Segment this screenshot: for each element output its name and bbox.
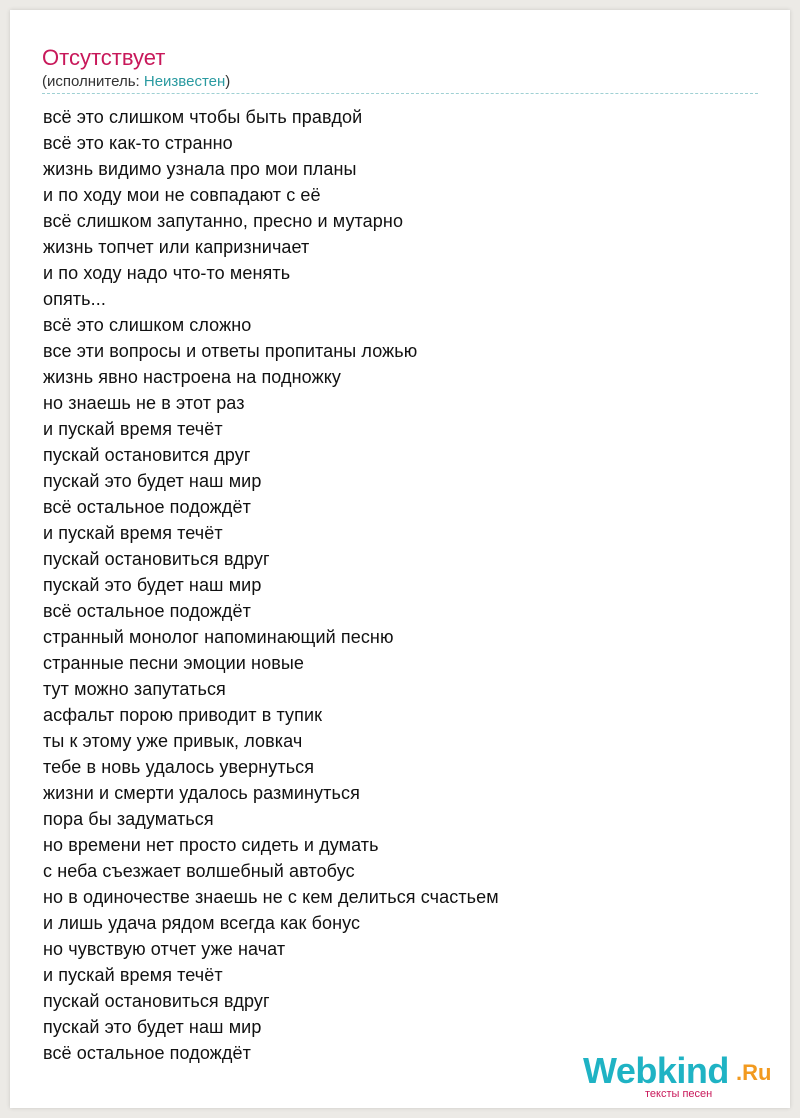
lyric-line: всё это слишком сложно [43,315,252,335]
song-title: Отсутствует [42,45,166,70]
lyric-line: и пускай время течёт [43,523,223,543]
lyric-line: и по ходу мои не совпадают с её [43,185,321,205]
site-logo[interactable] [583,1050,783,1100]
logo-name: Webkind [583,1050,729,1091]
lyric-line: всё слишком запутанно, пресно и мутарно [43,211,404,231]
lyric-line: ты к этому уже привык, ловкач [43,731,303,751]
lyric-line: и пускай время течёт [43,419,223,439]
lyric-line: но в одиночестве знаешь не с кем делиться счастьем [43,887,499,907]
lyric-line: жизни и смерти удалось разминуться [43,783,360,803]
lyric-line: пускай остановится друг [43,445,251,465]
logo-tagline: тексты песен [645,1088,713,1100]
lyric-line: всё остальное подождёт [43,601,251,621]
lyric-line: тебе в новь удалось увернуться [43,757,315,777]
lyric-line: жизнь явно настроена на подножку [43,367,341,387]
artist-link[interactable]: Неизвестен [143,73,226,90]
lyric-line: всё остальное подождёт [43,1043,251,1063]
lyric-line: пускай остановиться вдруг [43,549,270,569]
lyrics-text [43,104,499,1066]
lyric-line: пора бы задуматься [43,809,214,829]
lyric-line: и пускай время течёт [43,965,223,985]
lyric-line: всё это слишком чтобы быть правдой [43,107,363,127]
lyric-line: всё это как-то странно [43,133,233,153]
lyric-line: но времени нет просто сидеть и думать [43,835,379,855]
lyric-line: все эти вопросы и ответы пропитаны ложью [43,341,418,361]
lyric-line: но знаешь не в этот раз [43,393,245,413]
lyric-line: пускай это будет наш мир [43,1017,262,1037]
title-divider [42,93,758,94]
lyric-line: с неба съезжает волшебный автобус [43,861,355,881]
lyric-line: тут можно запутаться [43,679,226,699]
artist-line [42,73,230,91]
artist-prefix: (исполнитель: [42,73,144,90]
lyric-line: но чувствую отчет уже начат [43,939,286,959]
lyric-line: пускай это будет наш мир [43,471,262,491]
lyric-line: пускай остановиться вдруг [43,991,270,1011]
lyric-line: пускай это будет наш мир [43,575,262,595]
lyric-line: опять... [43,289,106,309]
lyric-line: всё остальное подождёт [43,497,251,517]
lyric-line: жизнь видимо узнала про мои планы [43,159,357,179]
lyric-line: жизнь топчет или капризничает [43,237,310,257]
lyric-line: асфальт порою приводит в тупик [43,705,323,725]
artist-suffix: ) [225,73,231,90]
lyric-line: странный монолог напоминающий песню [43,627,394,647]
lyric-line: и лишь удача рядом всегда как бонус [43,913,361,933]
logo-tld: .Ru [736,1060,772,1085]
lyric-line: странные песни эмоции новые [43,653,305,673]
lyric-line: и по ходу надо что-то менять [43,263,291,283]
